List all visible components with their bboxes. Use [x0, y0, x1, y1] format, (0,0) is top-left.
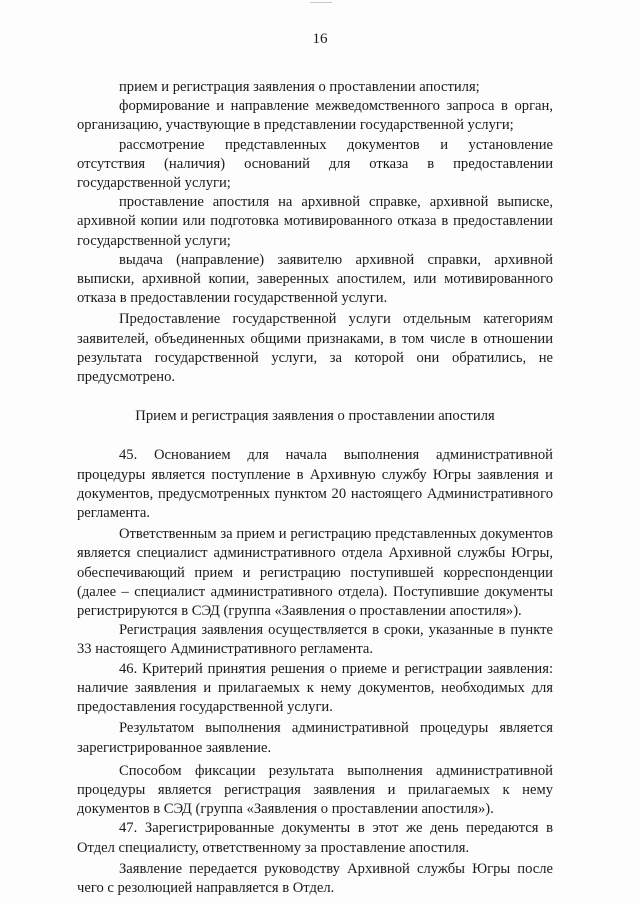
- page-body: [77, 78, 553, 898]
- paragraph-fixation-method: Способом фиксации результата выполнения административной процедуры является регистрация заявления и прилагаемых к нему документов в СЭД (группа «Заявления о проставлении апостиля»).: [77, 762, 553, 818]
- paragraph-46: 46. Критерий принятия решения о приеме и регистрации заявления: наличие заявления и прилагаемых к нему документов, необходимых для предоставления государственной услуги.: [77, 660, 553, 716]
- page-number: 16: [312, 31, 328, 47]
- paragraph-item-reception: прием и регистрация заявления о проставлении апостиля;: [119, 79, 480, 95]
- paragraph-categories-of-applicants: Предоставление государственной услуги отдельным категориям заявителей, объединенных общими признаками, в том числе в отношении результата государственной услуги, за которой они обратились, не предусмотрено.: [77, 311, 553, 386]
- paragraph-item-review-documents: рассмотрение представленных документов и установление отсутствия (наличия) оснований для отказа в предоставлении государственной услуги;: [77, 136, 553, 192]
- scan-artifact: [310, 2, 332, 3]
- paragraph-item-issuance: выдача (направление) заявителю архивной справки, архивной выписки, архивной копии, заверенных апостилем, или мотивированного отказа в предоставлении государственной услуги.: [77, 251, 553, 307]
- paragraph-responsible-specialist: Ответственным за прием и регистрацию представленных документов является специалист административного отдела Архивной службы Югры, обеспечивающий прием и регистрацию поступившей корреспонденции (далее – специалист административного отдела). Поступившие документы регистрируются в СЭД (группа «Заявления о проставлении апостиля»).: [77, 526, 553, 620]
- paragraph-45: 45. Основанием для начала выполнения административной процедуры является поступление в Архивную службу Югры заявления и документов, предусмотренных пунктом 20 настоящего Административного регламента.: [77, 447, 553, 522]
- paragraph-resolution-transfer: Заявление передается руководству Архивной службы Югры после чего с резолюцией направляется в Отдел.: [77, 860, 553, 896]
- paragraph-registration-terms: Регистрация заявления осуществляется в сроки, указанные в пункте 33 настоящего Административного регламента.: [77, 622, 553, 658]
- paragraph-item-apostille-affixing: проставление апостиля на архивной справке, архивной выписке, архивной копии или подготовка мотивированного отказа в предоставлении государственной услуги;: [77, 194, 553, 249]
- paragraph-47: 47. Зарегистрированные документы в этот же день передаются в Отдел специалисту, ответственному за проставление апостиля.: [77, 820, 553, 856]
- section-heading: Прием и регистрация заявления о проставлении апостиля: [135, 408, 495, 425]
- paragraph-procedure-result: Результатом выполнения административной процедуры является зарегистрированное заявление.: [77, 720, 553, 756]
- paragraph-item-interagency-request: формирование и направление межведомственного запроса в орган, организацию, участвующие в представлении государственной услуги;: [77, 98, 553, 134]
